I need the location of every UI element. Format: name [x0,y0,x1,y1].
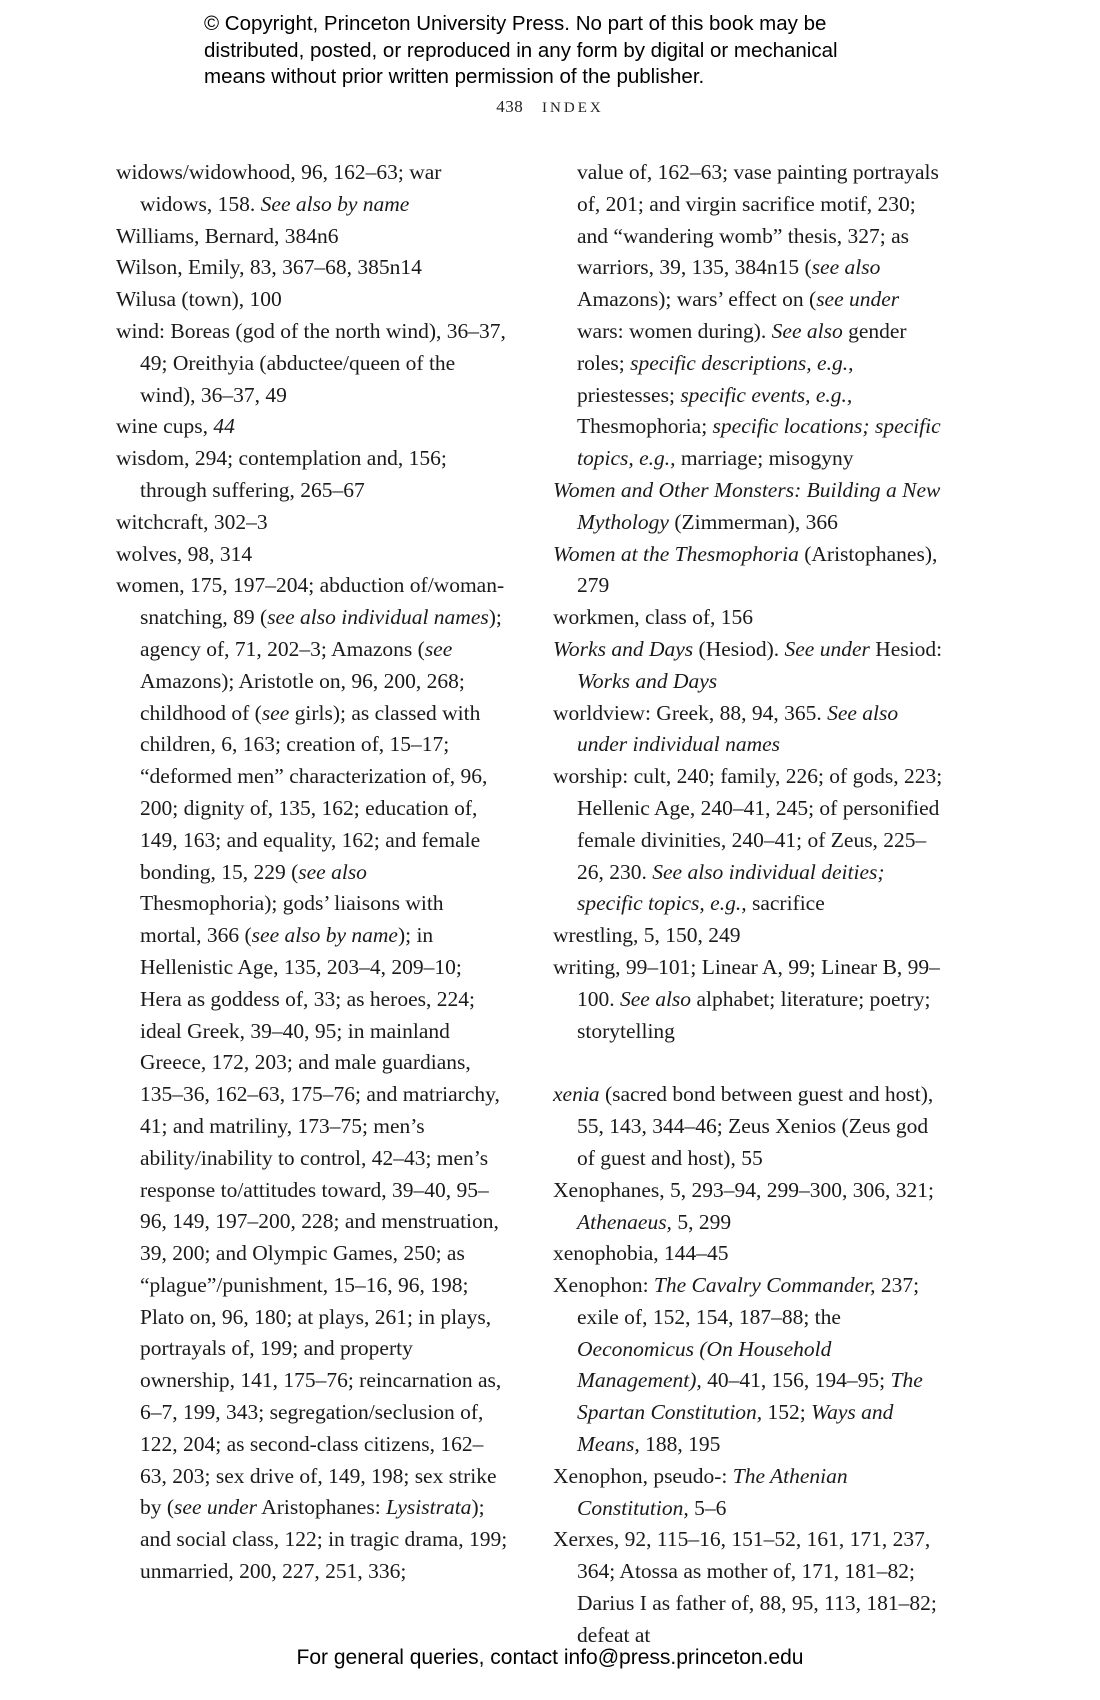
entry-text: 237; exile of, 152, 154, 187–88; the [577,1273,920,1329]
cross-reference: see also by name [251,923,398,948]
entry-text: Hesiod: [869,636,943,661]
entry-text: worldview: Greek, 88, 94, 365. [553,700,828,725]
entry-text: 188, 195 [639,1432,721,1457]
cross-reference: See also [620,986,692,1011]
entry-text: women, 175, 197–204; abduction of/woman-snatching, 89 ( [116,573,505,630]
index-entry-widows [116,157,508,221]
work-title: Oeconomicus (On Household Management), [577,1336,832,1393]
index-entry-williams: Williams, Bernard, 384n6 [116,223,339,248]
cross-reference: see under [174,1495,258,1520]
cross-reference: See under [784,636,870,661]
index-entry-wilson: Wilson, Emily, 83, 367–68, 385n14 [116,255,422,280]
index-entry-wolves: wolves, 98, 314 [116,541,253,566]
work-title: Athenaeus, [577,1209,672,1234]
index-entry-xenophon-pseudo [553,1461,947,1525]
entry-text: gender roles; [577,318,907,375]
cross-reference: see also [298,859,367,884]
entry-text: writing, 99–101; Linear A, 99; Linear B, 99–100. [553,954,940,1011]
cross-reference: specific descriptions, e.g., [630,350,854,375]
entry-text: widows/widowhood, 96, 162–63; war widows, 158. [116,160,442,216]
work-title: Lysistrata [386,1495,472,1520]
index-entry-women-continued [553,157,947,475]
index-entry-xenophanes [553,1175,947,1239]
index-entry-women-and-other-monsters [553,475,947,539]
entry-text: 152; [762,1400,812,1425]
entry-text: ); and social class, 122; in tragic drama, 199; unmarried, 200, 227, 251, 336; [140,1495,508,1584]
index-entry-xenophon [553,1270,947,1461]
entry-text: value of, 162–63; vase painting portrayals of, 201; and virgin sacrifice motif, 230; and “wandering womb” thesis, 327; as warriors, 39, 135, 384n15 ( [577,160,939,280]
index-entry-works-and-days [553,634,947,698]
cross-reference: specific locations; specific topics, e.g., [577,414,941,471]
work-title: The Spartan Constitution, [577,1368,923,1425]
entry-text: girls); as classed with children, 6, 163; creation of, 15–17; “deformed men” characterization of, 96, 200; dignity of, 135, 162; education of, 149, 163; and equality, 162; and female bonding, 15, 229 ( [140,700,488,884]
copyright-line: means without prior written permission of the publisher. [204,65,705,88]
index-entry-wine-cups [116,411,508,443]
entry-text: Xenophon, pseudo-: [553,1463,733,1488]
index-entry-worldview [553,698,947,762]
work-title: Works and Days [577,668,718,693]
entry-text: (Zimmerman), 366 [668,509,838,534]
entry-text: alphabet; literature; poetry; storytelling [577,986,931,1043]
entry-text: Amazons); Aristotle on, 96, 200, 268; childhood of ( [140,668,465,725]
index-entry-wrestling: wrestling, 5, 150, 249 [553,923,741,948]
entry-text: Xenophon: [553,1273,654,1298]
index-entry-xerxes: Xerxes, 92, 115–16, 151–52, 161, 171, 237, 364; Atossa as mother of, 171, 181–82; Darius I as father of, 88, 95, 113, 181–82; defeat at [553,1527,937,1647]
cross-reference: see [261,700,290,725]
entry-text: ); agency of, 71, 202–3; Amazons ( [140,605,502,661]
entry-text: 5, 299 [671,1209,732,1234]
entry-text: Thesmophoria); gods’ liaisons with mortal, 366 ( [140,891,444,948]
entry-text: sacrifice [746,891,825,916]
footer-contact: For general queries, contact info@press.princeton.edu [296,1646,804,1669]
work-title: Ways and Means, [577,1400,894,1457]
cross-reference: See also under individual names [577,700,899,757]
index-entry-xenia [553,1079,947,1174]
copyright-line: distributed, posted, or reproduced in any form by digital or mechanical [204,38,838,62]
index-entry-worship [553,761,947,920]
index-entry-workmen: workmen, class of, 156 [553,605,754,630]
entry-text: Thesmophoria; [577,414,713,439]
cross-reference: see also individual names [267,605,489,630]
index-entry-witchcraft: witchcraft, 302–3 [116,509,268,534]
cross-reference: See also by name [260,191,410,216]
entry-text: Aristophanes: [257,1495,387,1520]
work-title: The Athenian Constitution, [577,1463,848,1520]
entry-text: (Hesiod). [693,636,785,661]
cross-reference: See also [771,318,843,343]
entry-text: Amazons); wars’ effect on ( [577,287,817,312]
cross-reference: See also individual deities; specific topics, e.g., [577,859,885,916]
entry-text: marriage; misogyny [675,446,854,471]
index-entry-wilusa: Wilusa (town), 100 [116,287,282,312]
index-entry-wisdom: wisdom, 294; contemplation and, 156; through suffering, 265–67 [116,446,447,502]
cross-reference: see [424,636,453,661]
index-entry-women [116,570,508,1588]
entry-text: worship: cult, 240; family, 226; of gods, 223; Hellenic Age, 240–41, 245; of personified female divinities, 240–41; of Zeus, 225–26, 230. [553,764,943,884]
index-column-left [116,157,508,1588]
work-title: Women and Other Monsters: Building a New Mythology [553,477,941,534]
page-number: 438 [496,97,524,116]
cross-reference: specific events, e.g., [680,382,853,407]
running-head-title: INDEX [542,100,604,116]
entry-text: 5–6 [688,1495,727,1520]
illustration-page: 44 [213,414,235,439]
cross-reference: see under [816,287,900,312]
work-title: Women at the Thesmophoria [553,541,799,566]
index-column-right [553,157,947,1652]
entry-text: (Aristophanes), 279 [577,541,938,598]
entry-text: (sacred bond between guest and host), 55, 143, 344–46; Zeus Xenios (Zeus god of guest and host), 55 [577,1082,934,1170]
letter-section-gap [553,1047,947,1079]
work-title: The Cavalry Commander, [653,1273,876,1298]
index-entry-writing [553,952,947,1047]
entry-text: 40–41, 156, 194–95; [701,1368,891,1393]
entry-text: wine cups, [116,414,214,439]
entry-text: priestesses; [577,382,681,407]
index-entry-wind: wind: Boreas (god of the north wind), 36–37, 49; Oreithyia (abductee/queen of the wind), 36–37, 49 [116,318,506,407]
copyright-line: © Copyright, Princeton University Press. No part of this book may be [204,12,827,35]
entry-text: ); in Hellenistic Age, 135, 203–4, 209–10; Hera as goddess of, 33; as heroes, 224; ideal Greek, 39–40, 95; in mainland Greece, 172, 203; and male guardians, 135–36, 162–63, 175–76; and matriarchy, 41; and matriliny, 173–75; men’s ability/inability to control, 42–43; men’s response to/attitudes toward, 39–40, 95–96, 149, 197–200, 228; and menstruation, 39, 200; and Olympic Games, 250; as “plague”/punishment, 15–16, 96, 198; Plato on, 96, 180; at plays, 261; in plays, portrayals of, 199; and property ownership, 141, 175–76; reincarnation as, 6–7, 199, 343; segregation/seclusion of, 122, 204; as second-class citizens, 162–63, 203; sex drive of, 149, 198; sex strike by ( [140,923,502,1520]
cross-reference: see also [811,255,881,280]
running-head [0,97,1100,117]
entry-text: Xenophanes, 5, 293–94, 299–300, 306, 321; [553,1177,934,1202]
index-entry-women-at-the-thesmophoria [553,539,947,603]
entry-text: wars: women during). [577,318,772,343]
index-entry-xenophobia: xenophobia, 144–45 [553,1241,729,1266]
term: xenia [553,1082,600,1107]
copyright-notice [204,11,924,91]
work-title: Works and Days [553,636,694,661]
